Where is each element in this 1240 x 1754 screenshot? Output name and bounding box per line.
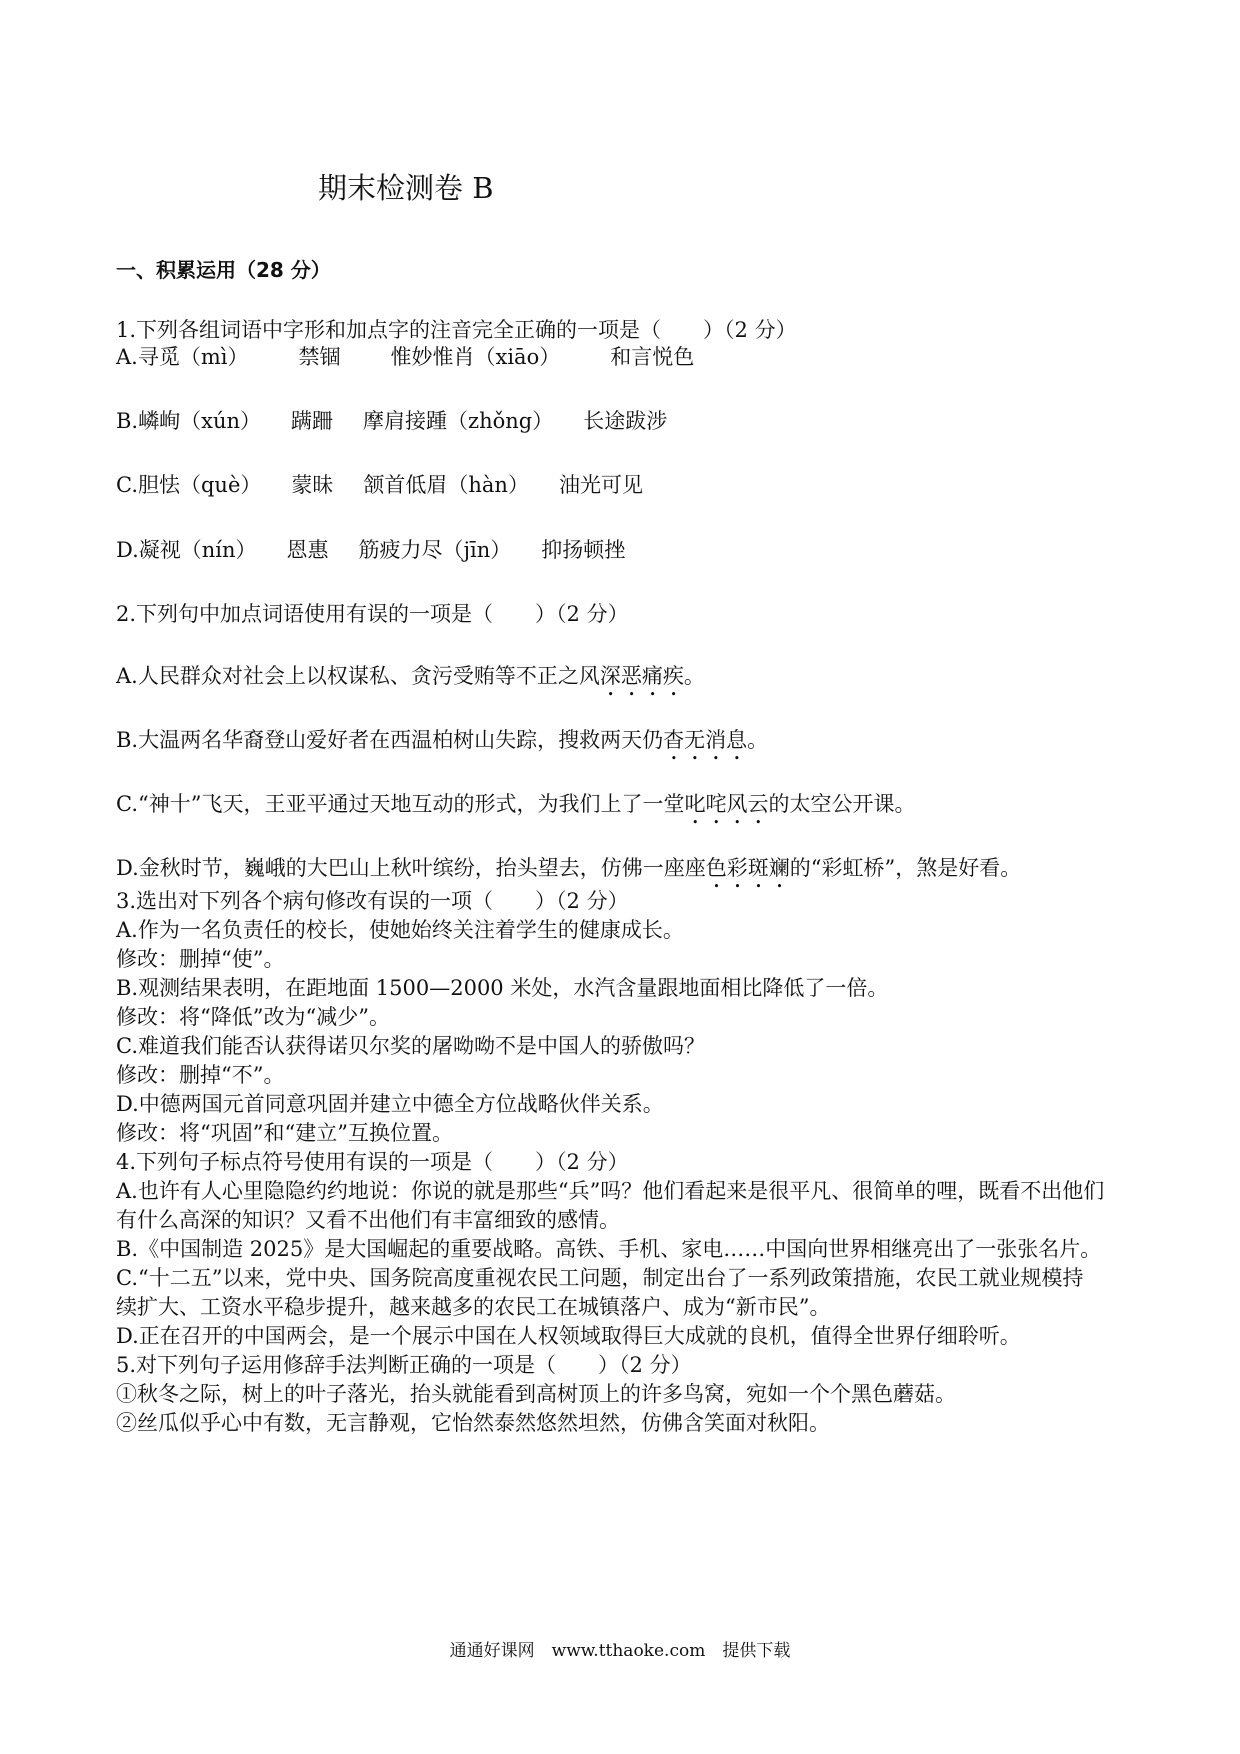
q1-c-word2: 蒙昧 (291, 473, 334, 497)
q1-b-word3: 摩肩接踵（zhǒng） (363, 409, 554, 433)
q3-option-a: A.作为一名负责任的校长，使她始终关注着学生的健康成长。 (116, 918, 684, 942)
q4-option-c-line1: C.“十二五”以来，党中央、国务院高度重视农民工问题，制定出台了一系列政策措施，农民工就业规模持 (116, 1266, 1084, 1290)
q2-a-tail: 。 (683, 664, 705, 688)
q4-option-b: B.《中国制造 2025》是大国崛起的重要战略。高铁、手机、家电……中国向世界相继亮出了一张张名片。 (116, 1237, 1102, 1261)
q3-option-d: D.中德两国元首同意巩固并建立中德全方位战略伙伴关系。 (116, 1092, 664, 1116)
q1-c-word3: 颔首低眉（hàn） (363, 473, 529, 497)
q4-option-d: D.正在召开的中国两会，是一个展示中国在人权领域取得巨大成就的良机，值得全世界仔细聆听。 (116, 1324, 1021, 1348)
q2-c-dotted-phrase: 叱咤风云 (684, 792, 769, 816)
q2-option-b (116, 724, 768, 765)
q2-c-text: C.“神十”飞天，王亚平通过天地互动的形式，为我们上了一堂 (116, 792, 685, 816)
q1-option-c (116, 469, 643, 499)
q1-a-word1: A.寻觅（mì） (116, 345, 249, 369)
q4-stem: 4.下列句子标点符号使用有误的一项是（ ）（2 分） (116, 1150, 629, 1174)
q1-option-a (116, 341, 694, 371)
q1-a-word3: 惟妙惟肖（xiāo） (390, 345, 561, 369)
q2-d-text: D.金秋时节，巍峨的大巴山上秋叶缤纷，抬头望去，仿佛一座座 (116, 856, 706, 880)
q1-d-word1: D.凝视（nín） (116, 538, 257, 562)
q2-c-tail: 的太空公开课。 (768, 792, 916, 816)
q1-d-word3: 筋疲力尽（jīn） (358, 538, 512, 562)
q3-option-b-fix: 修改：将“降低”改为“减少”。 (116, 1005, 390, 1029)
page-title: 期末检测卷 B (318, 171, 494, 205)
q3-option-c-fix: 修改：删掉“不”。 (116, 1063, 285, 1087)
q2-option-c (116, 788, 915, 829)
q1-b-word4: 长途跋涉 (583, 409, 668, 433)
q1-d-word4: 抑扬顿挫 (541, 538, 626, 562)
q5-sentence-2: ②丝瓜似乎心中有数，无言静观，它怡然泰然悠然坦然，仿佛含笑面对秋阳。 (116, 1411, 830, 1435)
q2-b-tail: 。 (747, 728, 769, 752)
q3-stem: 3.选出对下列各个病句修改有误的一项（ ）（2 分） (116, 889, 629, 913)
q2-a-text: A.人民群众对社会上以权谋私、贪污受贿等不正之风 (116, 664, 600, 688)
footer-download-note: 通通好课网 www.tthaoke.com 提供下载 (449, 1641, 791, 1661)
q1-a-word2: 禁锢 (298, 345, 341, 369)
q1-c-word1: C.胆怯（què） (116, 473, 262, 497)
q2-a-dotted-phrase: 深恶痛疾 (599, 664, 684, 688)
q1-d-word2: 恩惠 (286, 538, 329, 562)
q5-sentence-1: ①秋冬之际，树上的叶子落光，抬头就能看到高树顶上的许多鸟窝，宛如一个个黑色蘑菇。 (116, 1382, 956, 1406)
q4-option-a-line2: 有什么高深的知识？又看不出他们有丰富细致的感情。 (116, 1208, 620, 1232)
section-heading: 一、积累运用（28 分） (116, 258, 331, 282)
q2-d-tail: 的“彩虹桥”，煞是好看。 (789, 856, 1022, 880)
q2-b-dotted-phrase: 杳无消息 (663, 728, 748, 752)
q2-b-text: B.大温两名华裔登山爱好者在西温柏树山失踪，搜救两天仍 (116, 728, 664, 752)
q3-option-d-fix: 修改：将“巩固”和“建立”互换位置。 (116, 1121, 453, 1145)
q1-stem: 1.下列各组词语中字形和加点字的注音完全正确的一项是（ ）（2 分） (116, 318, 797, 342)
q1-option-d (116, 534, 625, 564)
q1-b-word1: B.嶙峋（xún） (116, 409, 262, 433)
q3-option-b: B.观测结果表明，在距地面 1500—2000 米处，水汽含量跟地面相比降低了一倍。 (116, 976, 889, 1000)
q2-d-dotted-phrase: 色彩斑斓 (705, 856, 790, 880)
q2-stem: 2.下列句中加点词语使用有误的一项是（ ）（2 分） (116, 602, 629, 626)
q5-stem: 5.对下列句子运用修辞手法判断正确的一项是（ ）（2 分） (116, 1353, 692, 1377)
q1-b-word2: 蹒跚 (291, 409, 334, 433)
q1-option-b (116, 405, 667, 435)
q1-a-word4: 和言悦色 (610, 345, 695, 369)
q4-option-a-line1: A.也许有人心里隐隐约约地说：你说的就是那些“兵”吗？他们看起来是很平凡、很简单的哩，既看不出他们 (116, 1179, 1105, 1203)
q4-option-c-line2: 续扩大、工资水平稳步提升，越来越多的农民工在城镇落户、成为“新市民”。 (116, 1295, 831, 1319)
q3-option-a-fix: 修改：删掉“使”。 (116, 947, 285, 971)
q2-option-a (116, 660, 705, 701)
q3-option-c: C.难道我们能否认获得诺贝尔奖的屠呦呦不是中国人的骄傲吗？ (116, 1034, 705, 1058)
q1-c-word4: 油光可见 (558, 473, 643, 497)
